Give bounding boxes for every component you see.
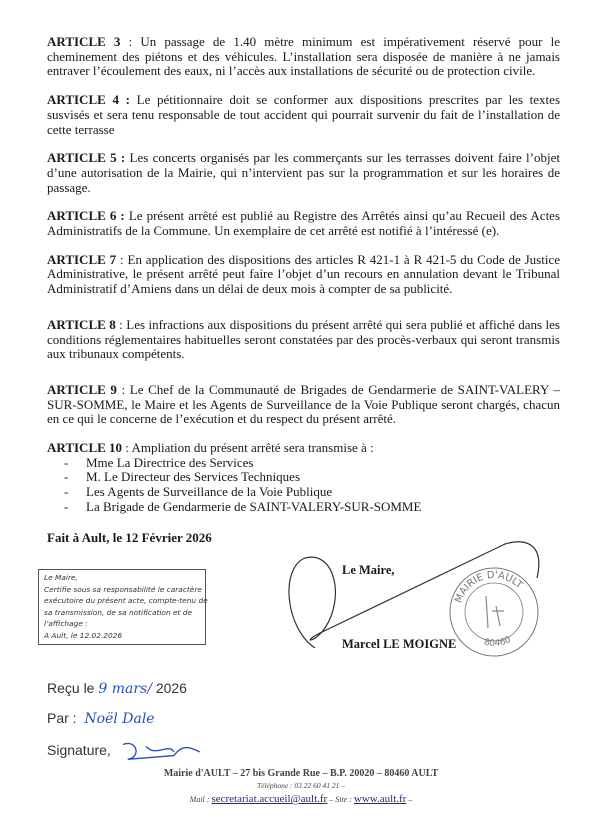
signature-label: Signature, [47,742,111,758]
email-link[interactable]: secretariat.accueil@ault.fr [211,793,328,805]
place-date: Fait à Ault, le 12 Février 2026 [47,530,212,546]
cert-line: A Ault, le 12.02.2026 [44,630,123,640]
par-label: Par : [47,710,77,726]
cert-line: exécutoire du présent acte, compte-tenu de [44,596,208,606]
cert-line: sa transmission, de sa notification et de [44,607,193,617]
separator: : [116,381,130,397]
handwritten-date: 9 mars/ [98,681,152,697]
article-text: En application des dispositions des articles R 421-1 à R 421-5 du Code de Justice Administrative, le présent arrêté peut faire l’objet d’un recours en annulation devant le Tribunal Administratif d’Amiens dans un délai de deux mois à compter de sa publicité. [47,251,560,297]
received-year: 2026 [155,680,187,696]
recipient: M. Le Directeur des Services Techniques [86,469,300,485]
article-5 [47,151,560,195]
article-text: Ampliation du présent arrêté sera transmise à : [131,440,374,456]
signatory-name: Marcel LE MOIGNE [342,637,457,651]
article-label: ARTICLE 3 [47,34,121,49]
article-label: ARTICLE 9 [47,381,117,397]
list-item [64,470,560,485]
received-line [47,680,187,697]
stamp-bottom-text: 80460 [482,634,513,650]
signatory-title: Le Maire, [342,563,395,577]
received-label: Reçu le [47,680,95,696]
recipient: La Brigade de Gendarmerie de SAINT-VALERY-SUR-SOMME [86,498,422,514]
article-text: Le pétitionnaire doit se conformer aux dispositions prescrites par les textes susvisés et sera tenu responsable de tout accident qui pourrait survenir du fait de l’installation de cette terrasse [47,92,561,137]
article-text: Le présent arrêté est publié au Registre des Arrêtés ainsi qu’au Recueil des Actes Administratifs de la Commune. Un exemplaire de cet arrêté est notifié à l’intéressé (e). [47,208,561,239]
recipient: Les Agents de Surveillance de la Voie Publique [86,483,333,499]
bullet: - [64,454,69,470]
separator: : [116,251,128,267]
mairie-stamp [448,566,540,658]
list-item [64,485,560,500]
separator: : [120,34,141,49]
mail-label: Mail : [189,795,210,804]
document-body [47,35,560,546]
separator [130,92,137,107]
footer-phone: Téléphone : 03 22 60 41 21 – [256,781,346,790]
article-label: ARTICLE 5 : [47,150,126,166]
recipient: Mme La Directrice des Services [86,454,254,470]
footer-address: Mairie d'AULT – 27 bis Grande Rue – B.P. 20020 – 80460 AULT [163,768,439,779]
bullet: - [64,469,69,485]
article-text: Les infractions aux dispositions du présent arrêté qui sera publié et affiché dans les conditions réglementaires habituelles seront constatées par des procès-verbaux qui seront transmis aux tribunaux compétents. [47,316,560,362]
article-3 [47,35,560,79]
stamp-top-text: MAIRIE D'AULT [453,569,525,605]
article-label: ARTICLE 7 [47,251,117,267]
handwritten-name: Noël Dale [84,711,155,727]
article-10 [47,441,560,456]
bullet: - [64,483,69,499]
article-text: Un passage de 1.40 mètre minimum est impérativement réservé pour le cheminement des piétons et des véhicules. L’installation sera disposée de manière à ne jamais entraver l’écoulement des eaux, ni l’accès aux installations de sécurité ou de protection civile. [47,34,560,79]
cert-line: l’affichage : [44,619,88,629]
article-6 [47,209,560,238]
cert-line: Le Maire, [44,573,78,582]
site-label: – Site : [329,795,352,804]
website-link[interactable]: www.ault.fr [353,793,407,805]
article-text: Les concerts organisés par les commerçants sur les terrasses doivent faire l’objet d’une autorisation de la Mairie, qui n’intervient pas sur la programmation et sur les horaires de passage. [47,150,560,195]
list-item [64,500,560,515]
separator: : [122,440,132,456]
list-item [64,456,560,471]
signature-line [47,737,205,763]
article-label: ARTICLE 4 : [47,92,130,108]
article-label: ARTICLE 10 [47,440,123,456]
bullet: - [64,498,69,514]
certification-box [38,569,206,645]
article-text: Le Chef de la Communauté de Brigades de Gendarmerie de SAINT-VALERY – SUR-SOMME, le Maire et les Agents de Surveillance de la Voie Publique seront chargés, chacun en ce qui le concerne de l’exécution et du respect du présent arrêté. [47,381,561,427]
article-4 [47,93,560,137]
article-8 [47,318,560,362]
trail-dash: – [408,795,413,804]
cert-line: Certifie sous sa responsabilité le caractère [44,584,202,594]
footer-contact [0,792,602,807]
recipient-signature [115,739,205,763]
received-by-line [47,710,155,727]
article-7 [47,253,560,297]
recipients-list [64,456,560,514]
article-9 [47,383,560,427]
separator: : [115,316,127,332]
article-label: ARTICLE 6 : [47,208,125,224]
article-label: ARTICLE 8 [47,316,116,332]
